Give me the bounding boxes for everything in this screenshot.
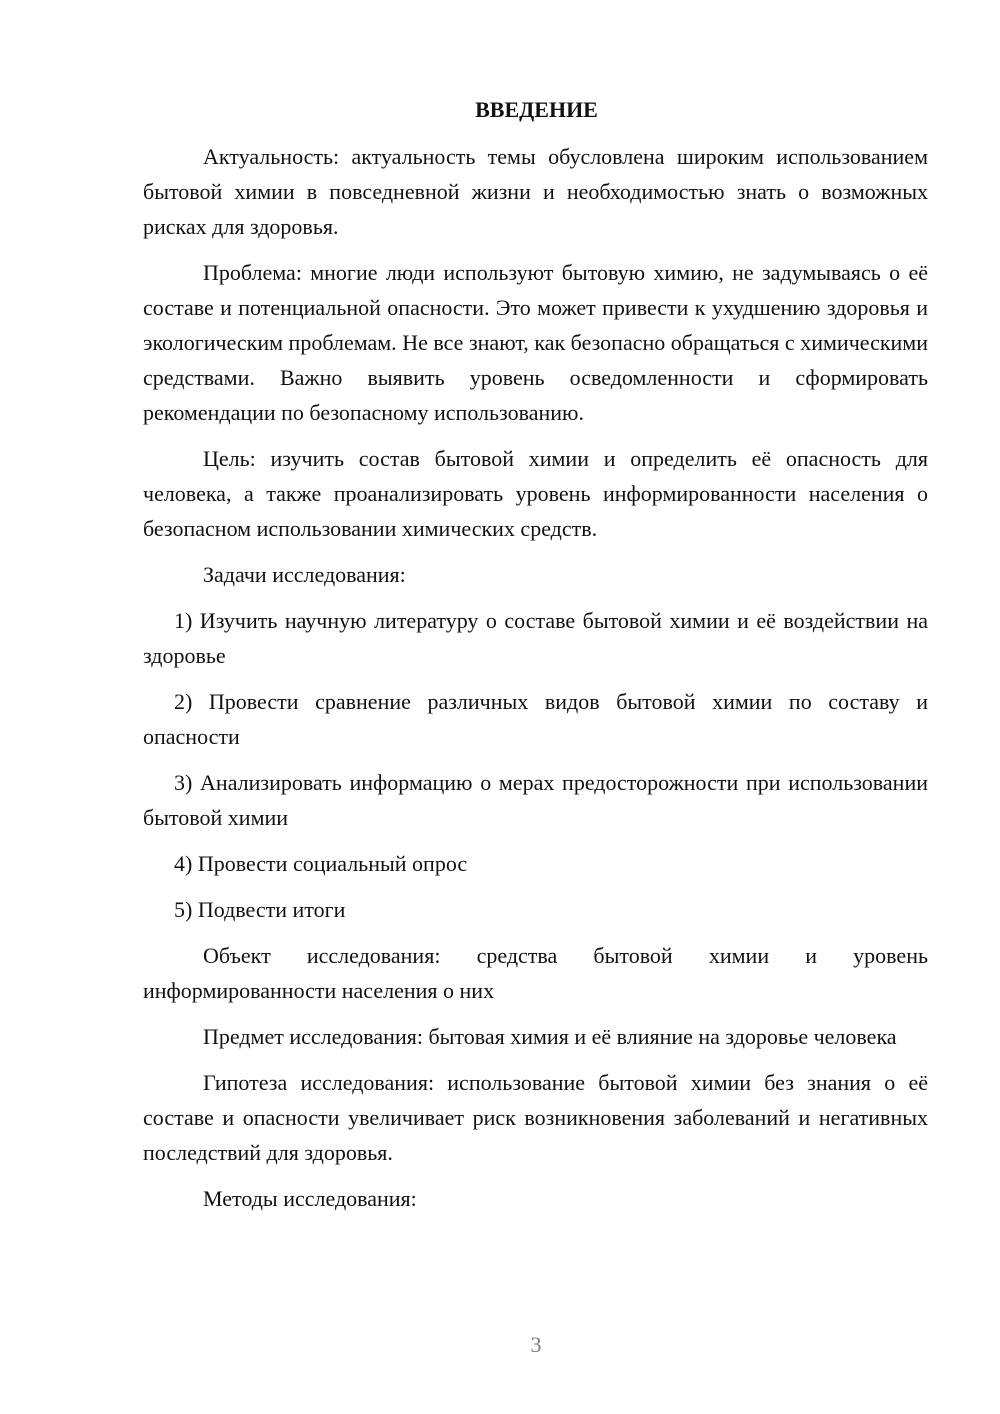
task-item-4: 4) Провести социальный опрос <box>174 851 468 876</box>
tasks-heading: Задачи исследования: <box>203 562 406 587</box>
object-paragraph: Объект исследования: средства бытовой химии и уровень информированности населения о них <box>143 943 928 1003</box>
task-item-3: 3) Анализировать информацию о мерах предосторожности при использовании бытовой химии <box>143 770 928 830</box>
document-body <box>143 92 928 1227</box>
goal-paragraph: Цель: изучить состав бытовой химии и определить её опасность для человека, а также проанализировать уровень информированности населения о безопасном использовании химических средств. <box>143 446 928 541</box>
relevance-paragraph: Актуальность: актуальность темы обусловлена широким использованием бытовой химии в повседневной жизни и необходимостью знать о возможных рисках для здоровья. <box>143 144 928 239</box>
tasks-list <box>143 603 928 927</box>
task-item-2: 2) Провести сравнение различных видов бытовой химии по составу и опасности <box>143 689 928 749</box>
methods-heading: Методы исследования: <box>203 1186 417 1211</box>
hypothesis-paragraph: Гипотеза исследования: использование бытовой химии без знания о её составе и опасности увеличивает риск возникновения заболеваний и негативных последствий для здоровья. <box>143 1070 928 1165</box>
task-item-5: 5) Подвести итоги <box>174 897 346 922</box>
page-number: 3 <box>530 1332 542 1357</box>
section-heading: ВВЕДЕНИЕ <box>475 97 598 122</box>
subject-paragraph: Предмет исследования: бытовая химия и её влияние на здоровье человека <box>203 1024 897 1049</box>
problem-paragraph: Проблема: многие люди используют бытовую химию, не задумываясь о её составе и потенциальной опасности. Это может привести к ухудшению здоровья и экологическим проблемам. Не все знают, как безопасно обращаться с химическими средствами. Важно выявить уровень осведомленности и сформировать рекомендации по безопасному использованию. <box>143 260 928 425</box>
task-item-1: 1) Изучить научную литературу о составе бытовой химии и её воздействии на здоровье <box>143 608 928 668</box>
